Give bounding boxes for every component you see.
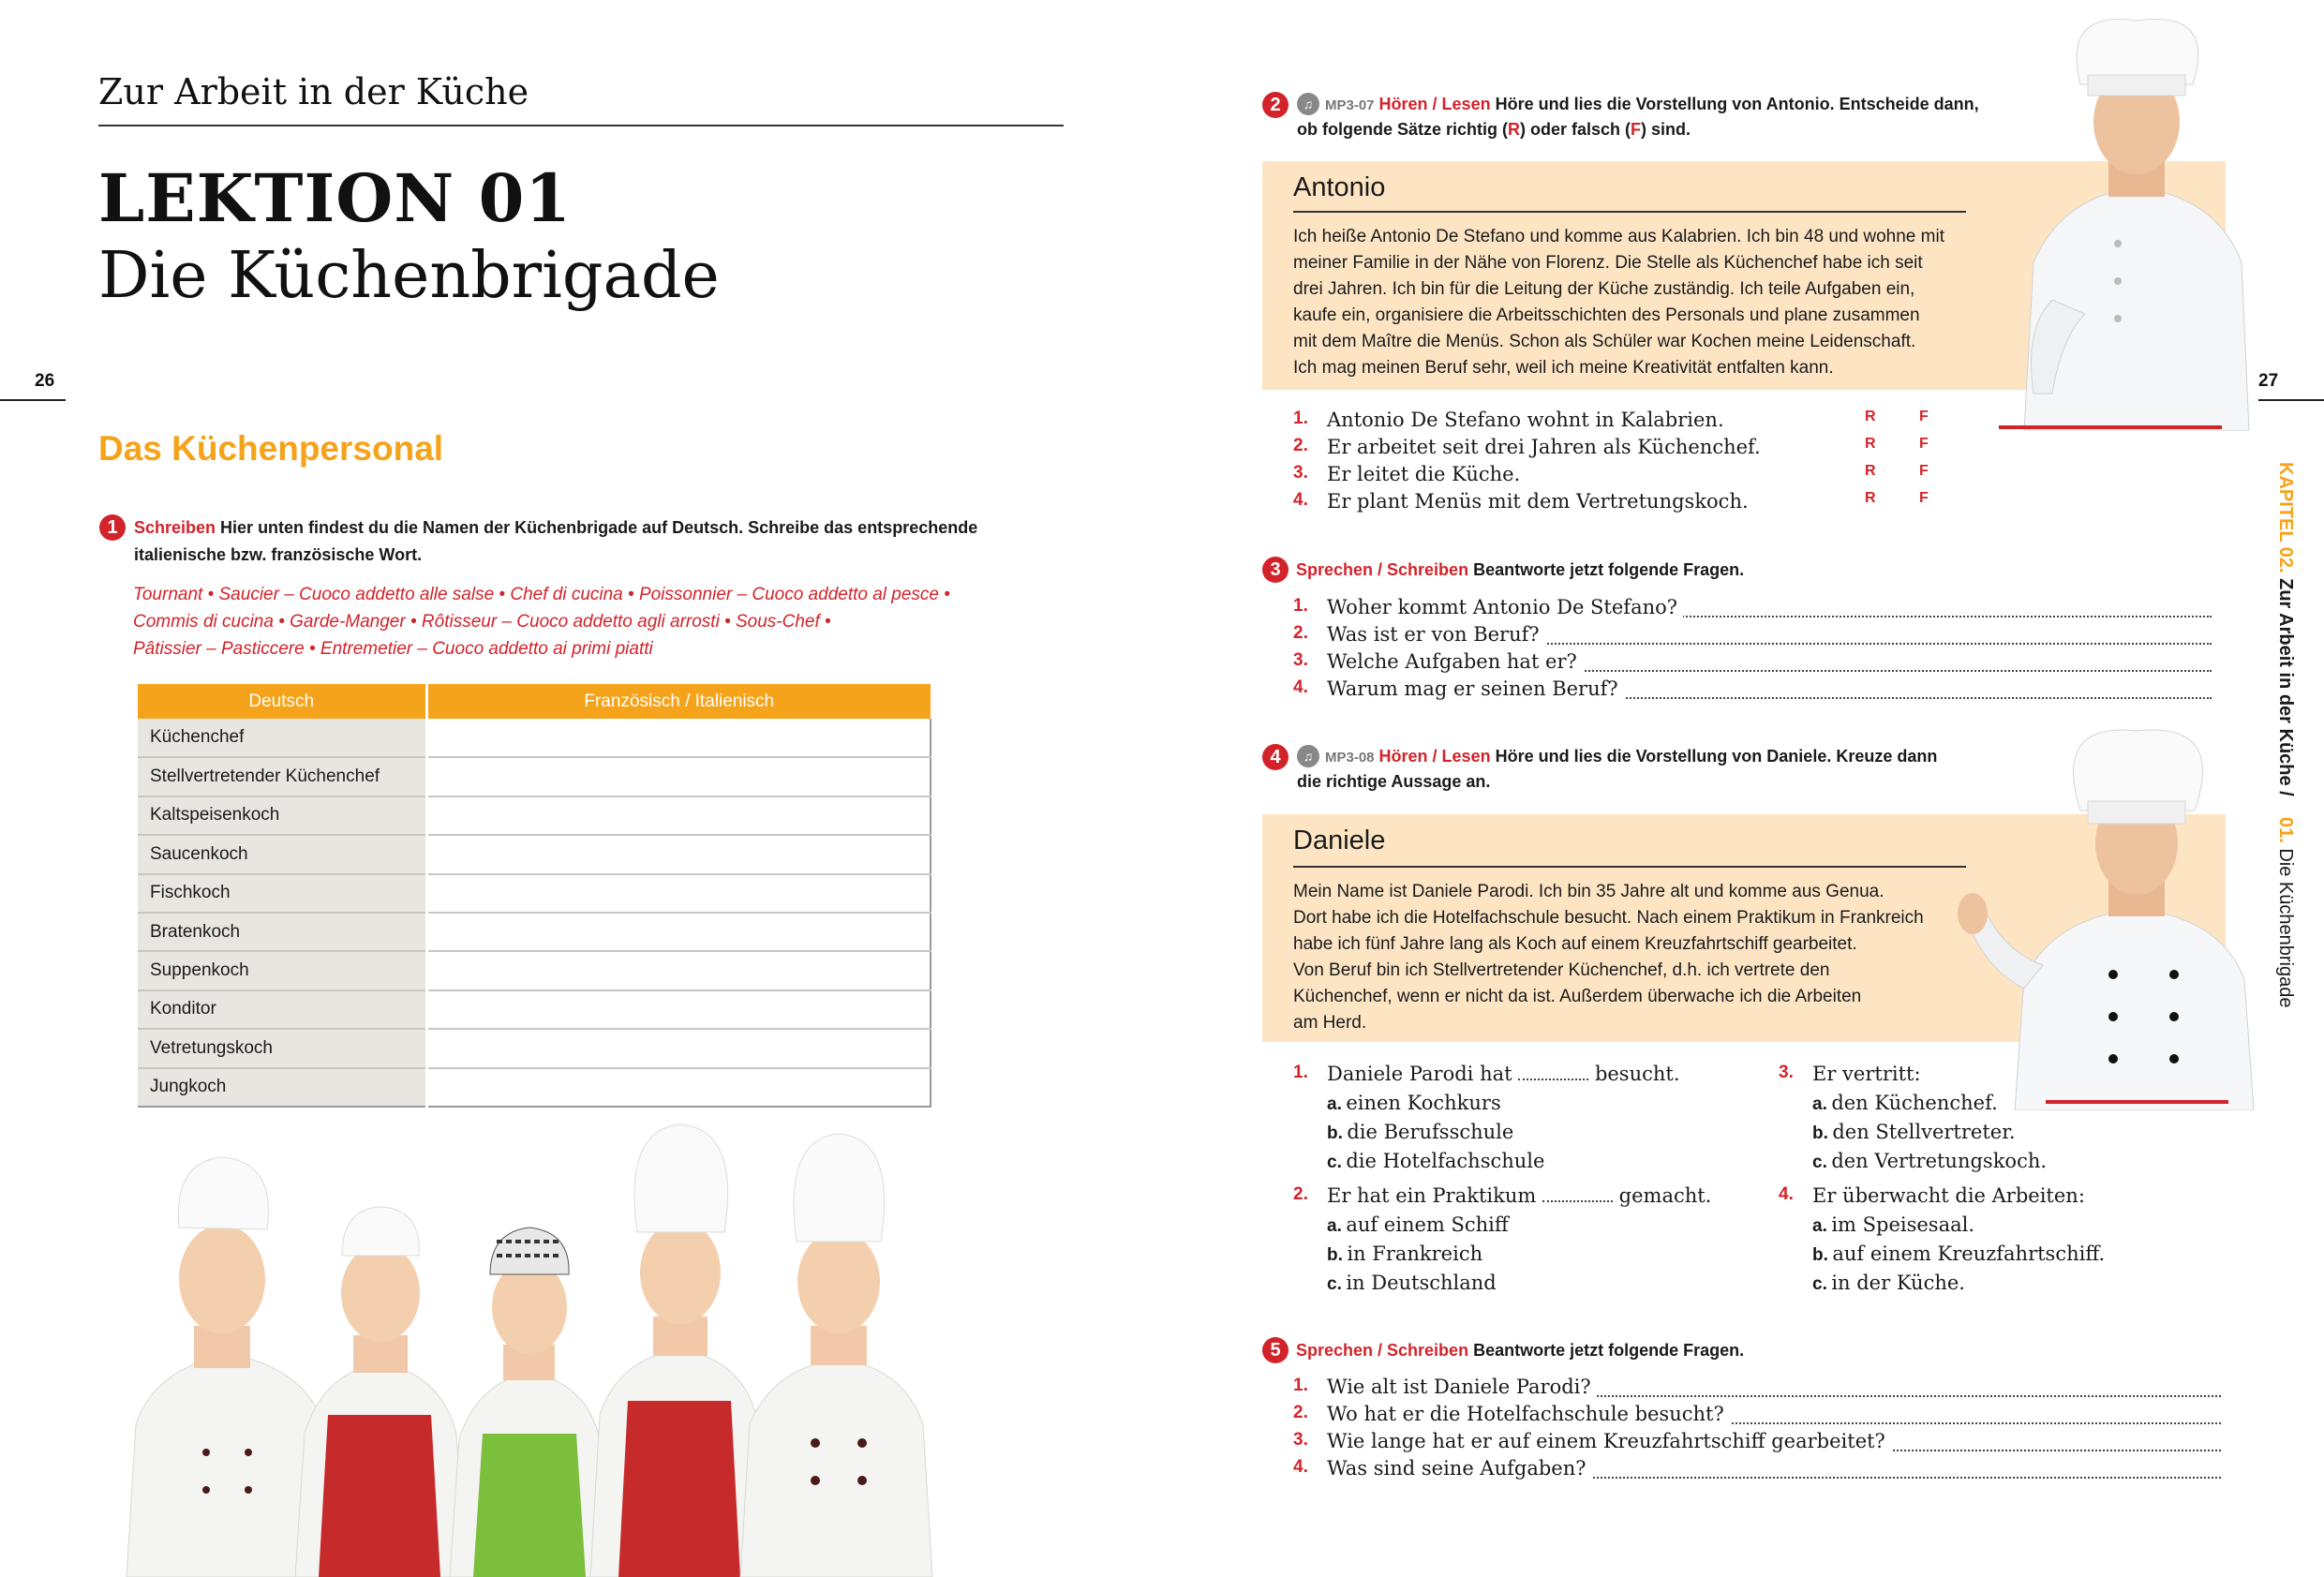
- option-letter: a.: [1812, 1094, 1827, 1114]
- option-text: in Frankreich: [1347, 1242, 1483, 1265]
- lektion-number: LEKTION 01: [98, 159, 572, 237]
- question-text: Welche Aufgaben hat er?: [1327, 650, 1583, 673]
- option-letter: a.: [1812, 1216, 1827, 1236]
- exercise-number-badge: 1: [99, 514, 126, 541]
- statement-text: Er leitet die Küche.: [1327, 463, 1521, 485]
- chef-photo: [1996, 19, 2277, 431]
- word-bank-line: Pâtissier – Pasticcere • Entremetier – Cuoco addetto ai primi piatti: [133, 639, 653, 659]
- table-cell-answer[interactable]: [426, 1029, 931, 1067]
- exercise-instruction-cont: [1297, 120, 1691, 140]
- profile-divider: [1293, 211, 1966, 213]
- profile-line: Küchenchef, wenn er nicht da ist. Außerdem überwache ich die Arbeiten: [1293, 987, 1862, 1006]
- item-number: 2.: [1293, 1184, 1308, 1204]
- profile-line: Ich heiße Antonio De Stefano und komme aus Kalabrien. Ich bin 48 und wohne mit: [1293, 227, 1944, 246]
- table-row: [138, 835, 931, 873]
- mc-option[interactable]: [1812, 1242, 2105, 1266]
- chapter-title: Zur Arbeit in der Küche /: [2275, 578, 2296, 796]
- profile-line: Ich mag meinen Beruf sehr, weil ich meine Kreativität entfalten kann.: [1293, 358, 1834, 378]
- chapter-side-text: [2274, 462, 2296, 1007]
- table-row: [138, 951, 931, 989]
- item-number: 2.: [1293, 436, 1308, 455]
- mc-option[interactable]: [1812, 1272, 1965, 1295]
- option-text: die Berufsschule: [1347, 1121, 1514, 1143]
- table-row: [138, 757, 931, 796]
- table-cell-answer[interactable]: [426, 835, 931, 873]
- profile-name: Daniele: [1293, 826, 1386, 855]
- option-text: einen Kochkurs: [1346, 1092, 1501, 1114]
- f-option[interactable]: F: [1919, 409, 1929, 424]
- option-letter: b.: [1327, 1123, 1343, 1143]
- mc-option[interactable]: [1327, 1213, 1509, 1237]
- section-kicker: Zur Arbeit in der Küche: [98, 71, 529, 112]
- mp3-track-code: MP3-08: [1325, 750, 1375, 766]
- table-cell-answer[interactable]: [426, 719, 931, 757]
- f-option[interactable]: F: [1919, 436, 1929, 452]
- option-letter: c.: [1327, 1153, 1342, 1172]
- instruction-text: Höre und lies die Vorstellung von Daniele. Kreuze dann: [1495, 747, 1938, 766]
- mc-option[interactable]: [1812, 1213, 1974, 1237]
- list-item: [1293, 1457, 2221, 1484]
- instruction-text: Beantworte jetzt folgende Fragen.: [1473, 1341, 1745, 1360]
- option-text: die Hotelfachschule: [1346, 1150, 1545, 1172]
- table-header: Französisch / Italienisch: [426, 684, 931, 719]
- instruction-text: Beantworte jetzt folgende Fragen.: [1473, 560, 1745, 579]
- mc-option[interactable]: [1812, 1092, 1998, 1115]
- profile-name: Antonio: [1293, 172, 1386, 202]
- chef-figure: [740, 1134, 932, 1577]
- option-letter: c.: [1327, 1274, 1342, 1294]
- profile-line: Von Beruf bin ich Stellvertretender Küchenchef, d.h. ich vertrete den: [1293, 960, 1830, 980]
- list-item: [1293, 1430, 2221, 1457]
- chef-photo-bar: [1999, 425, 2222, 429]
- stem-text: Daniele Parodi hat: [1327, 1063, 1512, 1085]
- r-option[interactable]: R: [1865, 409, 1876, 424]
- kicker-divider: [98, 125, 1064, 126]
- table-cell-answer[interactable]: [426, 951, 931, 989]
- profile-line: Mein Name ist Daniele Parodi. Ich bin 35 Jahre alt und komme aus Genua.: [1293, 882, 1885, 901]
- exercise-number-badge: 4: [1262, 744, 1289, 770]
- question-text: Wo hat er die Hotelfachschule besucht?: [1327, 1403, 1730, 1425]
- option-letter: a.: [1327, 1216, 1342, 1236]
- item-number: 4.: [1293, 1457, 1308, 1477]
- list-item: [1293, 623, 2212, 650]
- mc-stem: Er vertritt:: [1812, 1063, 1921, 1085]
- kapitel-label: KAPITEL 02.: [2275, 462, 2296, 573]
- table-cell-term: Bratenkoch: [138, 913, 426, 951]
- exercise-kind: Hören / Lesen: [1378, 747, 1491, 766]
- f-option[interactable]: F: [1919, 490, 1929, 506]
- item-number: 4.: [1779, 1184, 1794, 1204]
- lektion-title-side: Die Küchenbrigade: [2275, 848, 2296, 1008]
- stem-text: gemacht.: [1618, 1184, 1712, 1207]
- exercise-instruction: [134, 518, 977, 538]
- item-number: 3.: [1293, 1430, 1308, 1450]
- mc-option[interactable]: [1327, 1272, 1497, 1295]
- mc-option[interactable]: [1327, 1150, 1544, 1173]
- profile-line: Dort habe ich die Hotelfachschule besucht. Nach einem Praktikum in Frankreich: [1293, 908, 1924, 928]
- profile-text: [1293, 879, 2005, 1036]
- instruction-fragment: ) oder falsch (: [1520, 120, 1631, 139]
- item-number: 1.: [1293, 1063, 1308, 1082]
- option-letter: b.: [1812, 1245, 1828, 1265]
- question-text: Wie lange hat er auf einem Kreuzfahrtschiff gearbeitet?: [1327, 1430, 1891, 1452]
- chapter-side-tab: [2264, 462, 2298, 1024]
- exercise-instruction: [1296, 1341, 1744, 1361]
- exercise-number-badge: 3: [1262, 557, 1289, 583]
- option-text: in der Küche.: [1831, 1272, 1965, 1294]
- mc-option[interactable]: [1812, 1150, 2047, 1173]
- statement-text: Er arbeitet seit drei Jahren als Küchenchef.: [1327, 436, 1761, 458]
- f-option[interactable]: F: [1919, 463, 1929, 479]
- table-cell-answer[interactable]: [426, 757, 931, 796]
- list-item: [1293, 1403, 2221, 1430]
- table-header: Deutsch: [138, 684, 426, 719]
- instruction-text: Hier unten findest du die Namen der Küchenbrigade auf Deutsch. Schreibe das entsprechende: [220, 518, 978, 537]
- item-number: 1.: [1293, 596, 1308, 616]
- table-row: [138, 874, 931, 913]
- mc-stem: [1327, 1063, 1680, 1085]
- item-number: 1.: [1293, 409, 1308, 428]
- item-number: 1.: [1293, 1376, 1308, 1395]
- profile-line: drei Jahren. Ich bin für die Leitung der Küche zuständig. Ich teile Aufgaben ein,: [1293, 279, 1915, 299]
- option-letter: c.: [1812, 1153, 1827, 1172]
- list-item: [1293, 596, 2212, 623]
- table-cell-term: Saucenkoch: [138, 835, 426, 873]
- headphones-icon[interactable]: ♫: [1297, 745, 1319, 767]
- exercise-kind: Hören / Lesen: [1378, 95, 1491, 113]
- question-text: Wie alt ist Daniele Parodi?: [1327, 1376, 1597, 1398]
- table-cell-term: Vetretungskoch: [138, 1029, 426, 1067]
- table-cell-answer[interactable]: [426, 913, 931, 951]
- option-letter: b.: [1327, 1245, 1343, 1265]
- exercise-number-badge: 5: [1262, 1337, 1289, 1363]
- profile-line: kaufe ein, organisiere die Arbeitsschichten des Personals und plane zusammen: [1293, 305, 1920, 325]
- table-cell-answer[interactable]: [426, 990, 931, 1029]
- instruction-fragment: ob folgende Sätze richtig (: [1297, 120, 1509, 139]
- mc-option[interactable]: [1327, 1242, 1482, 1266]
- exercise-instruction-cont: italienische bzw. französische Wort.: [134, 545, 423, 564]
- table-cell-term: Konditor: [138, 990, 426, 1029]
- table-cell-term: Jungkoch: [138, 1068, 426, 1107]
- item-number: 4.: [1293, 490, 1308, 510]
- r-option[interactable]: R: [1865, 436, 1876, 452]
- profile-line: habe ich fünf Jahre lang als Koch auf einem Kreuzfahrtschiff gearbeitet.: [1293, 934, 1857, 954]
- table-row: [138, 913, 931, 951]
- f-marker: F: [1631, 120, 1642, 139]
- table-row: [138, 1068, 931, 1107]
- option-text: den Stellvertreter.: [1832, 1121, 2016, 1143]
- option-text: den Küchenchef.: [1831, 1092, 1998, 1114]
- profile-divider: [1293, 866, 1966, 868]
- option-text: auf einem Kreuzfahrtschiff.: [1832, 1242, 2106, 1265]
- table-cell-answer[interactable]: [426, 874, 931, 913]
- question-text: Was ist er von Beruf?: [1327, 623, 1545, 646]
- option-text: in Deutschland: [1346, 1272, 1497, 1294]
- instruction-fragment: ) sind.: [1641, 120, 1691, 139]
- list-item: [1293, 677, 2212, 705]
- mc-stem: [1327, 1184, 1711, 1207]
- statement-text: Er plant Menüs mit dem Vertretungskoch.: [1327, 490, 1749, 513]
- option-letter: b.: [1812, 1123, 1828, 1143]
- table-row: [138, 719, 931, 757]
- table-row: [138, 796, 931, 835]
- option-text: auf einem Schiff: [1346, 1213, 1509, 1236]
- r-option[interactable]: R: [1865, 463, 1876, 479]
- option-letter: a.: [1327, 1094, 1342, 1114]
- word-bank: [133, 581, 1023, 662]
- word-bank-line: Commis di cucina • Garde-Manger • Rôtisseur – Cuoco addetto agli arrosti • Sous-Chef •: [133, 612, 831, 632]
- exercise-instruction-cont: die richtige Aussage an.: [1297, 772, 1491, 791]
- exercise-instruction: [1325, 747, 1937, 766]
- chef-figure: [450, 1227, 609, 1577]
- table-cell-term: Kaltspeisenkoch: [138, 796, 426, 835]
- exercise-instruction: [1325, 95, 1979, 114]
- table-cell-term: Suppenkoch: [138, 951, 426, 989]
- exercise-kind: Sprechen / Schreiben: [1296, 560, 1469, 579]
- item-number: 2.: [1293, 1403, 1308, 1422]
- profile-line: mit dem Maître die Menüs. Schon als Schüler war Kochen meine Leidenschaft.: [1293, 332, 1916, 351]
- lektion-label: 01.: [2275, 816, 2296, 843]
- item-number: 3.: [1293, 650, 1308, 670]
- blank-line[interactable]: [1542, 1200, 1613, 1202]
- kitchen-brigade-photo: [117, 1115, 998, 1577]
- profile-line: meiner Familie in der Nähe von Florenz. Die Stelle als Küchenchef habe ich seit: [1293, 253, 1923, 273]
- chef-figure: [590, 1124, 766, 1577]
- headphones-icon[interactable]: ♫: [1297, 93, 1319, 115]
- r-marker: R: [1508, 120, 1521, 139]
- page-number-rule-left: [0, 399, 66, 401]
- brigade-table: [138, 684, 931, 1108]
- question-text: Woher kommt Antonio De Stefano?: [1327, 596, 1683, 618]
- lektion-title: Die Küchenbrigade: [98, 239, 720, 313]
- mc-option[interactable]: [1327, 1092, 1501, 1115]
- multiple-choice: [1293, 1063, 2230, 1306]
- table-cell-term: Küchenchef: [138, 719, 426, 757]
- table-header-row: [138, 684, 931, 719]
- table-cell-answer[interactable]: [426, 796, 931, 835]
- mc-stem: Er überwacht die Arbeiten:: [1812, 1184, 2085, 1207]
- question-text: Warum mag er seinen Beruf?: [1327, 677, 1624, 700]
- word-bank-line: Tournant • Saucier – Cuoco addetto alle salse • Chef di cucina • Poissonnier – Cuoco addetto al pesce •: [133, 585, 950, 604]
- table-row: [138, 1029, 931, 1067]
- table-row: [138, 990, 931, 1029]
- exercise-kind: Sprechen / Schreiben: [1296, 1341, 1469, 1360]
- table-cell-answer[interactable]: [426, 1068, 931, 1107]
- option-text: im Speisesaal.: [1831, 1213, 1975, 1236]
- item-number: 3.: [1779, 1063, 1794, 1082]
- exercise-kind: Schreiben: [134, 518, 216, 537]
- option-text: den Vertretungskoch.: [1831, 1150, 2048, 1172]
- item-number: 4.: [1293, 677, 1308, 697]
- mc-option[interactable]: [1812, 1121, 2016, 1144]
- statement-text: Antonio De Stefano wohnt in Kalabrien.: [1327, 409, 1724, 431]
- item-number: 3.: [1293, 463, 1308, 483]
- item-number: 2.: [1293, 623, 1308, 643]
- profile-line: am Herd.: [1293, 1013, 1367, 1033]
- list-item: [1293, 650, 2212, 677]
- mp3-track-code: MP3-07: [1325, 97, 1375, 113]
- stem-text: Er hat ein Praktikum: [1327, 1184, 1537, 1207]
- exercise-number-badge: 2: [1262, 92, 1289, 118]
- page-number-left: 26: [35, 371, 55, 391]
- blank-line[interactable]: [1518, 1079, 1588, 1080]
- instruction-text: Höre und lies die Vorstellung von Antonio. Entscheide dann,: [1495, 95, 1979, 113]
- chef-figure: [295, 1207, 466, 1577]
- table-cell-term: Fischkoch: [138, 874, 426, 913]
- question-text: Was sind seine Aufgaben?: [1327, 1457, 1592, 1480]
- mc-option[interactable]: [1327, 1121, 1513, 1144]
- stem-text: besucht.: [1594, 1063, 1680, 1085]
- option-letter: c.: [1812, 1274, 1827, 1294]
- chef-photo: [1949, 726, 2268, 1110]
- page-number-right: 27: [2258, 371, 2279, 391]
- list-item: [1293, 1376, 2221, 1403]
- section-heading: Das Küchenpersonal: [98, 429, 444, 468]
- profile-text: [1293, 224, 2005, 381]
- exercise-instruction: [1296, 560, 1744, 580]
- table-cell-term: Stellvertretender Küchenchef: [138, 757, 426, 796]
- r-option[interactable]: R: [1865, 490, 1876, 506]
